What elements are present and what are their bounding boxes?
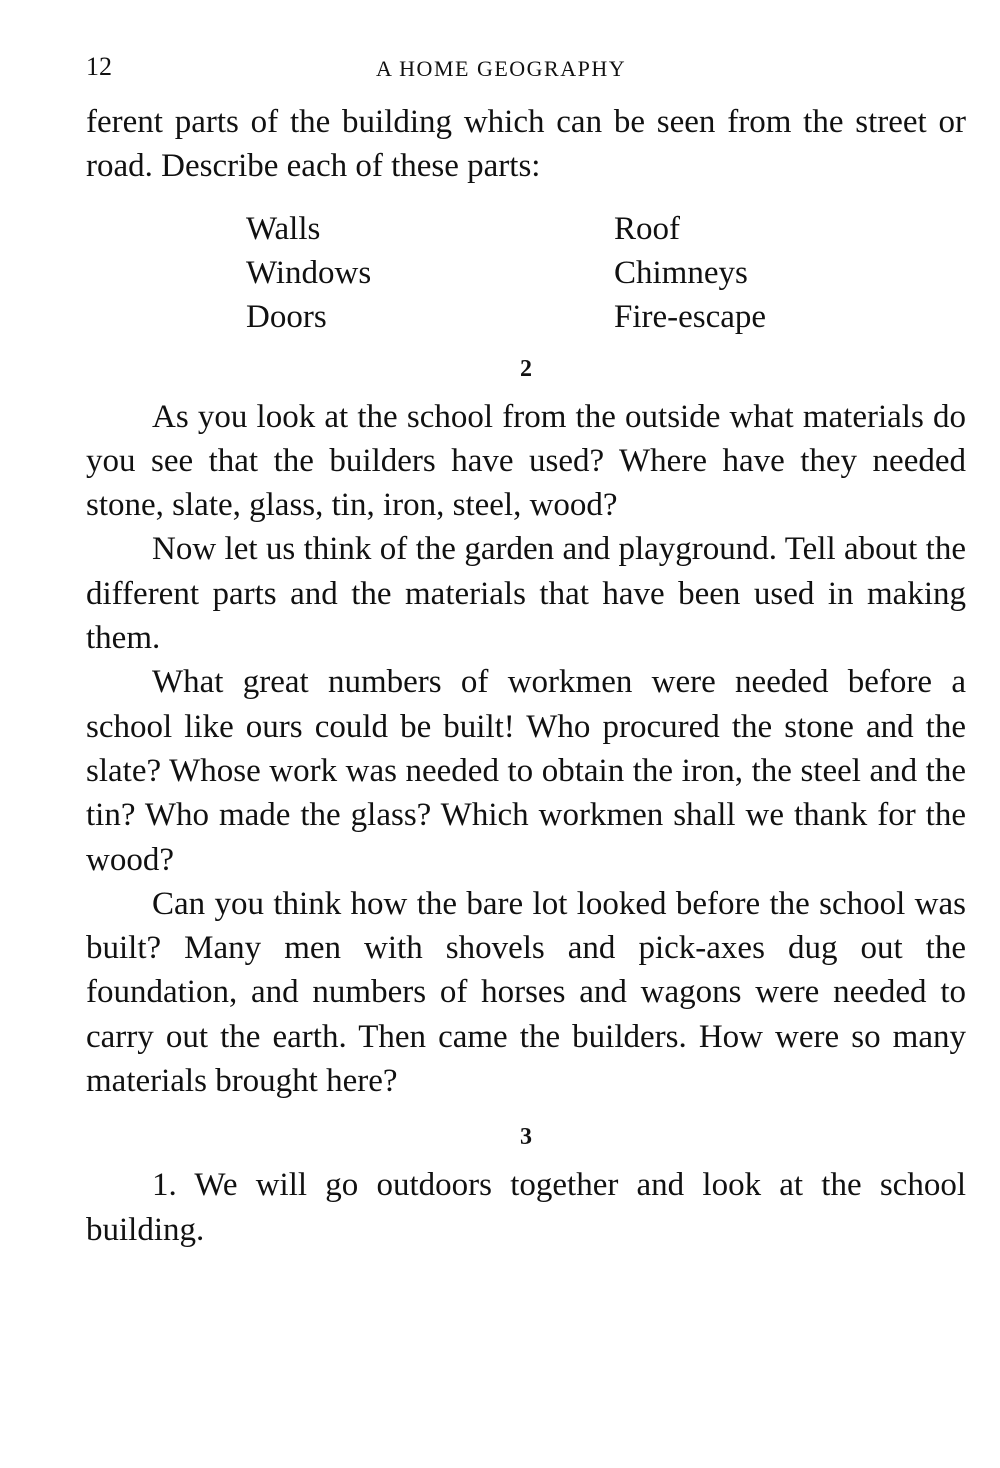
page-header [86, 40, 966, 100]
part-item: Doors [246, 299, 327, 336]
section-2 [86, 347, 966, 1104]
part-item: Fire-escape [614, 299, 767, 336]
intro-paragraph: ferent parts of the building which can be seen from the street or road. Describe each of these parts: [86, 104, 966, 185]
running-title: A HOME GEOGRAPHY [376, 56, 627, 81]
body-paragraph: As you look at the school from the outside what materials do you see that the builders have used? Where have they needed stone, slate, glass, tin, iron, steel, wood? [86, 398, 966, 524]
parts-column-right [614, 207, 766, 340]
section-number: 2 [520, 355, 532, 382]
body-paragraph: Can you think how the bare lot looked before the school was built? Many men with shovels and pick-axes dug out the foundation, and numbers of horses and wagons were needed to carry out the earth. Then came the builders. How were so many materials brought here? [86, 885, 966, 1100]
building-parts-list [86, 207, 966, 339]
section-number: 3 [520, 1124, 532, 1151]
part-item: Windows [246, 254, 372, 291]
part-item: Chimneys [614, 254, 748, 291]
part-item: Walls [246, 210, 321, 247]
parts-column-left [246, 207, 371, 340]
section-3 [86, 1115, 966, 1252]
part-item: Roof [614, 210, 680, 247]
body-paragraph: What great numbers of workmen were needed before a school like ours could be built! Who procured the stone and the slate? Whose work was needed to obtain the iron, the steel and the tin? Who made the glass? Which workmen shall we thank for the wood? [86, 664, 966, 878]
page-number: 12 [86, 52, 112, 81]
body-paragraph: 1. We will go outdoors together and look at the school building. [86, 1167, 966, 1248]
book-page [86, 40, 966, 1252]
body-paragraph: Now let us think of the garden and playground. Tell about the different parts and the materials that have been used in making them. [86, 531, 966, 657]
